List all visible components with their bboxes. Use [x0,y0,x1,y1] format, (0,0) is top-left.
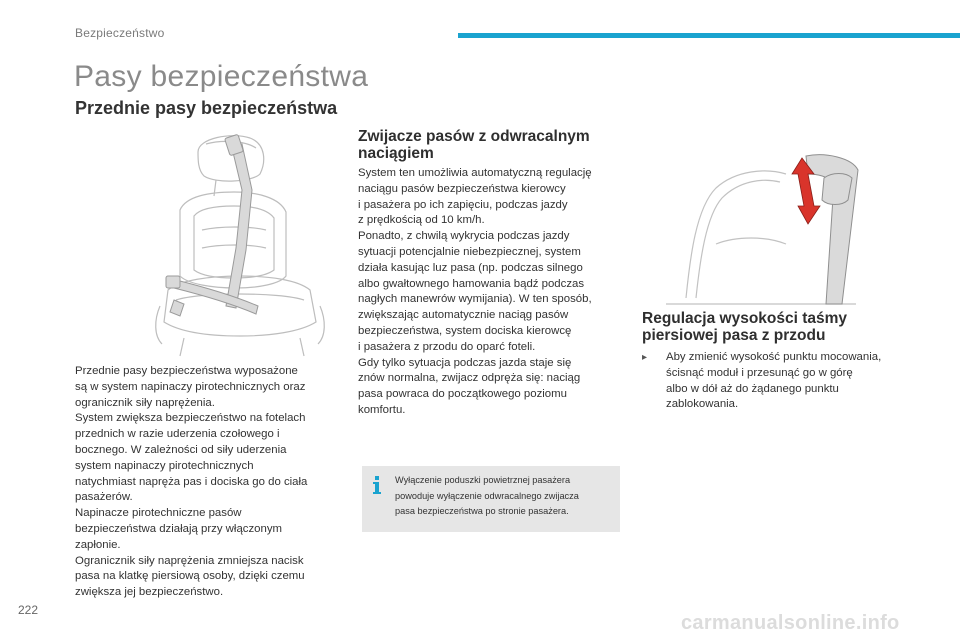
page-number: 222 [18,603,39,617]
section-header: Bezpieczeństwo [75,26,165,40]
height-adjustment-text: Aby zmienić wysokość punktu mocowania, ścisnąć moduł i przesunąć go w górę albo w dół aż do żądanego punktu zablokowania. [666,351,882,411]
height-adjustment-instruction [642,350,912,413]
header-accent-bar [458,33,960,38]
info-icon [371,476,383,496]
reversible-retractor-description [358,166,628,419]
height-adjustment-heading: Regulacja wysokości taśmy piersiowej pasa z przodu [642,310,848,344]
info-note-text: Wyłączenie poduszki powietrznej pasażera powoduje wyłączenie odwracalnego zwijacza pasa bezpieczeństwa po stronie pasażera. [395,475,579,517]
seat-belt-illustration [140,130,348,358]
page-title: Pasy bezpieczeństwa [74,60,369,93]
reversible-retractor-heading: Zwijacze pasów z odwracalnym naciągiem [358,128,590,162]
watermark: carmanualsonline.info [681,612,900,634]
front-belts-text: Przednie pasy bezpieczeństwa wyposażone są w system napinaczy pirotechnicznych oraz ogranicznik siły naprężenia. System zwiększa bezpieczeństwo na fotelach przednich w razie uderzenia czołowego i bocznego. W zależności od siły uderzenia system napinaczy pirotechnicznych natychmiast napręża pas i dociska go do ciała pasażerów. Napinacze pirotechniczne pasów bezpieczeństwa działają przy włączonym zapłonie. Ogranicznik siły naprężenia zmniejsza nacisk pasa na klatkę piersiową osoby, dzięki czemu zwiększa jej bezpieczeństwo. [75,365,308,599]
bullet-arrow-icon: ▸ [642,352,648,363]
reversible-retractor-text: System ten umożliwia automatyczną regulację naciągu pasów bezpieczeństwa kierowcy i pasażera po ich zapięciu, podczas jazdy z prędkością od 10 km/h. Ponadto, z chwilą wykrycia podczas jazdy sytuacji potencjalnie niebezpiecznej, system działa kasując luz pasa (np. podczas silnego albo gwałtownego hamowania bądź podczas nagłych manewrów wymijania). W ten sposób, zwiększając automatycznie naciąg pasów bezpieczeństwa, system dociska kierowcę i pasażera z przodu do oparć foteli. Gdy tylko sytuacja podczas jazda staje się znów normalna, zwijacz odpręża się: naciąg pasa powraca do początkowego poziomu komfortu. [358,167,592,416]
front-belts-description [75,364,343,601]
belt-height-adjustment-illustration [656,148,876,306]
section-subtitle: Przednie pasy bezpieczeństwa [75,98,338,118]
info-note-box [362,466,620,532]
